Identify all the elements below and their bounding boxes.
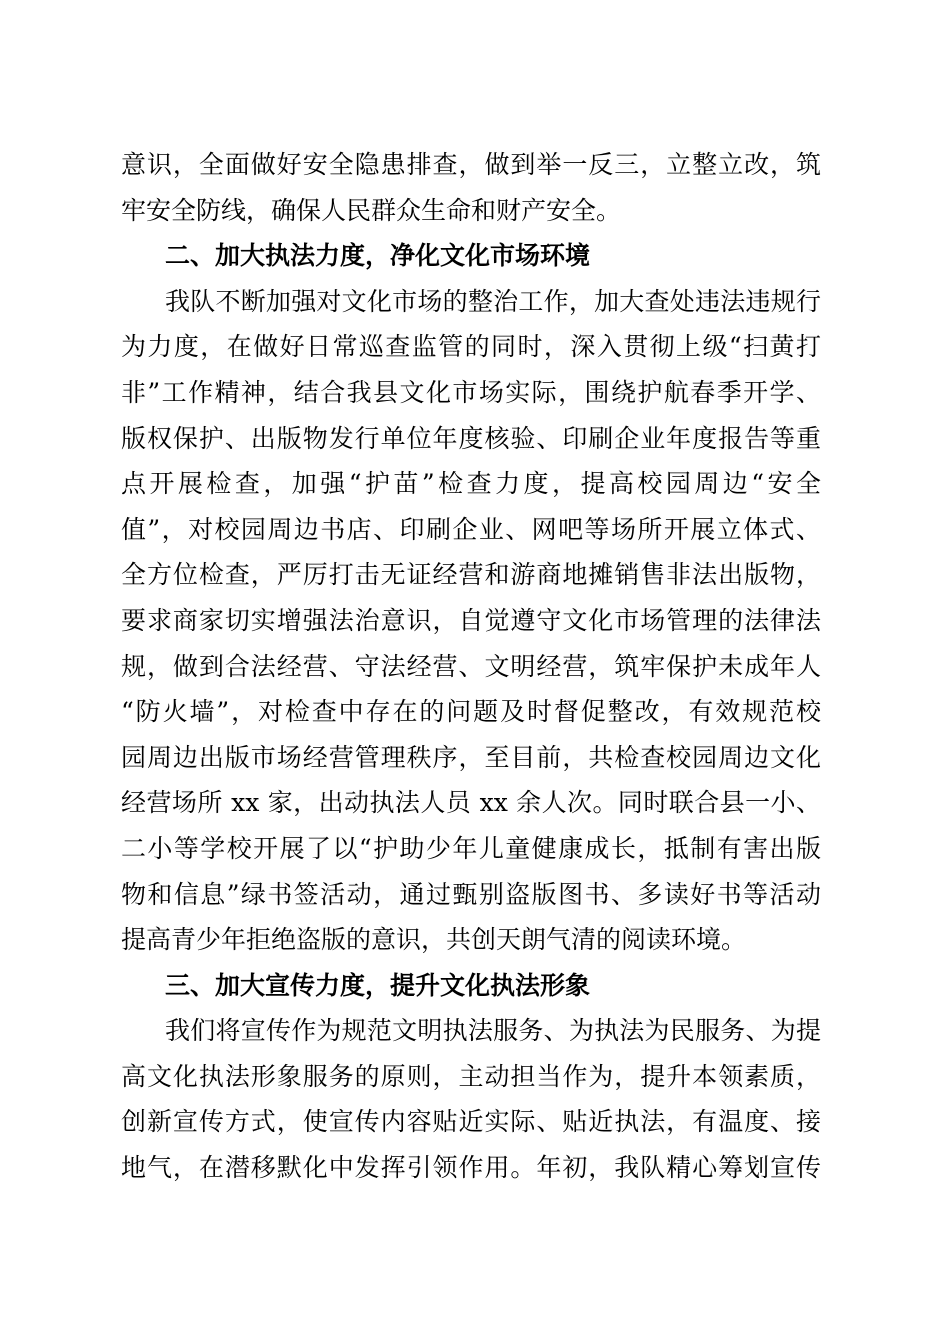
text-line: “防火墙”，对检查中存在的问题及时督促整改，有效规范校 xyxy=(121,697,821,727)
text-line: 为力度，在做好日常巡查监管的同时，深入贯彻上级“扫黄打 xyxy=(121,332,821,362)
text-line: 地气，在潜移默化中发挥引领作用。年初，我队精心筹划宣传 xyxy=(121,1153,821,1183)
text-line: 创新宣传方式，使宣传内容贴近实际、贴近执法，有温度、接 xyxy=(121,1107,821,1137)
text-line: 值”，对校园周边书店、印刷企业、网吧等场所开展立体式、 xyxy=(121,514,821,544)
text-line: 意识，全面做好安全隐患排查，做到举一反三，立整立改，筑 xyxy=(121,150,821,179)
paragraph-publicity xyxy=(121,1008,821,1190)
text-line: 提高青少年拒绝盗版的意识，共创天朗气清的阅读环境。 xyxy=(121,925,747,955)
paragraph-law-enforcement xyxy=(121,279,821,963)
text-line: 高文化执法形象服务的原则，主动担当作为，提升本领素质， xyxy=(121,1061,821,1091)
section-heading-3: 三、加大宣传力度，提升文化执法形象 xyxy=(165,970,591,1000)
text-line: 非”工作精神，结合我县文化市场实际，围绕护航春季开学、 xyxy=(121,377,821,407)
text-line: 经营场所 xx 家，出动执法人员 xx 余人次。同时联合县一小、 xyxy=(121,788,821,818)
text-line: 二小等学校开展了以“护助少年儿童健康成长，抵制有害出版 xyxy=(121,833,821,863)
text-line: 规，做到合法经营、守法经营、文明经营，筑牢保护未成年人 xyxy=(121,651,821,681)
section-heading-2: 二、加大执法力度，净化文化市场环境 xyxy=(165,241,591,271)
text-line: 我们将宣传作为规范文明执法服务、为执法为民服务、为提 xyxy=(165,1016,821,1046)
text-line: 点开展检查，加强“护苗”检查力度，提高校园周边“安全 xyxy=(121,469,821,499)
text-line: 牢安全防线，确保人民群众生命和财产安全。 xyxy=(121,195,622,225)
text-line: 全方位检查，严厉打击无证经营和游商地摊销售非法出版物， xyxy=(121,560,821,590)
text-line: 物和信息”绿书签活动，通过甄别盗版图书、多读好书等活动 xyxy=(121,879,821,909)
text-line: 我队不断加强对文化市场的整治工作，加大查处违法违规行 xyxy=(165,286,821,316)
document-body xyxy=(121,142,821,1191)
text-line: 版权保护、出版物发行单位年度核验、印刷企业年度报告等重 xyxy=(121,423,821,453)
text-line: 要求商家切实增强法治意识，自觉遵守文化市场管理的法律法 xyxy=(121,605,821,635)
paragraph-continued xyxy=(121,142,821,233)
text-line: 园周边出版市场经营管理秩序，至目前，共检查校园周边文化 xyxy=(121,742,821,772)
